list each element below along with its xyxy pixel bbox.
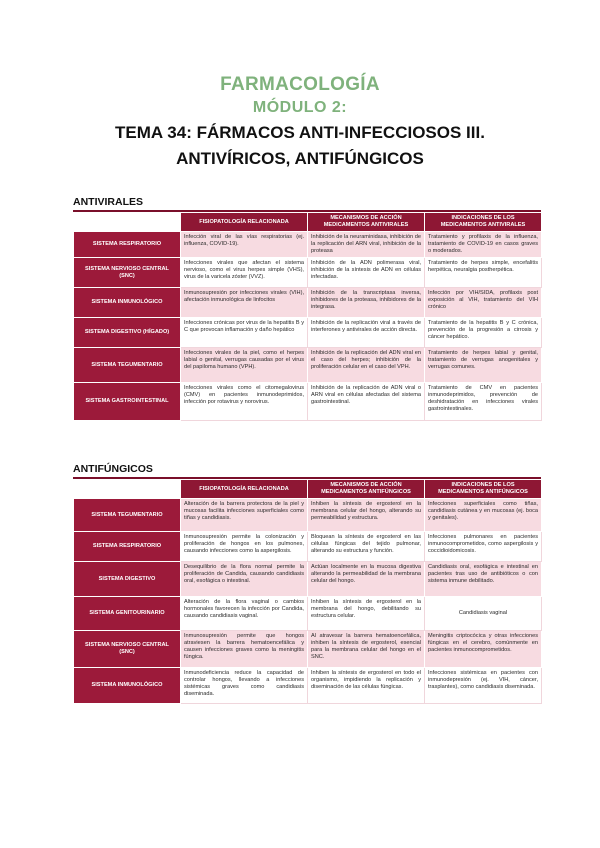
indicaciones-cell: Candidiasis oral, esofágica e intestinal en pacientes tras uso de antibióticos o con sistema inmune debilitado.	[425, 562, 542, 597]
indicaciones-cell: Tratamiento de CMV en pacientes inmunodeprimidos, prevención de deshidratación en infecciones virales gastrointestinales.	[425, 383, 542, 421]
system-cell: SISTEMA DIGESTIVO (HÍGADO)	[74, 318, 181, 348]
table-row	[74, 532, 542, 562]
table-header-row	[74, 480, 542, 499]
mecanismo-cell: Inhibición de la ADN polimerasa viral, inhibición de la síntesis de ADN en células infectadas.	[308, 258, 425, 288]
table-row	[74, 318, 542, 348]
table-row	[74, 597, 542, 631]
table-row	[74, 499, 542, 532]
system-cell: SISTEMA TEGUMENTARIO	[74, 499, 181, 532]
indicaciones-cell: Infecciones sistémicas en pacientes con inmunodepresión (ej. VIH, cáncer, trasplantes), como candidiasis diseminada.	[425, 668, 542, 704]
indicaciones-cell: Candidiasis vaginal	[425, 597, 542, 631]
fisiopatologia-cell: Alteración de la barrera protectora de la piel y mucosas facilita infecciones superficiales como tiñas y candidiasis.	[181, 499, 308, 532]
fisiopatologia-cell: Infección viral de las vías respiratorias (ej. influenza, COVID-19).	[181, 232, 308, 258]
antifungicos-table	[73, 479, 542, 704]
topic-title-line2: ANTIVÍRICOS, ANTIFÚNGICOS	[176, 149, 424, 168]
table-header-row	[74, 213, 542, 232]
antifungicos-heading: ANTIFÚNGICOS	[73, 463, 153, 475]
fisiopatologia-cell: Infecciones virales de la piel, como el herpes labial o genital, verrugas causadas por el virus del papiloma humano (VPH).	[181, 348, 308, 383]
fisiopatologia-cell: Inmunosupresión permite que hongos atraviesen la barrera hematoencefálica y causen infecciones graves como la meningitis fúngica.	[181, 631, 308, 668]
table-row	[74, 288, 542, 318]
mecanismo-cell: Inhiben la síntesis de ergosterol en todo el organismo, impidiendo la replicación y diseminación de las células fúngicas.	[308, 668, 425, 704]
mecanismo-cell: Bloquean la síntesis de ergosterol en las células fúngicas del tejido pulmonar, alterando su estructura y función.	[308, 532, 425, 562]
mecanismo-cell: Actúan localmente en la mucosa digestiva alterando la permeabilidad de la membrana celular del hongo.	[308, 562, 425, 597]
mecanismo-cell: Inhibición de la replicación de ADN viral o ARN viral en células afectadas del sistema gastrointestinal.	[308, 383, 425, 421]
table-row	[74, 562, 542, 597]
indicaciones-cell: Infecciones superficiales como tiñas, candidiasis cutánea y en mucosas (ej. boca y genitales).	[425, 499, 542, 532]
table-row	[74, 348, 542, 383]
antivirales-table	[73, 212, 542, 421]
fisiopatologia-cell: Inmunosupresión por infecciones virales (VIH), afectación inmunológica de linfocitos	[181, 288, 308, 318]
mecanismo-cell: Al atravesar la barrera hematoencefálica, inhiben la síntesis de ergosterol, esencial para la membrana celular del hongo en el SNC.	[308, 631, 425, 668]
system-cell: SISTEMA DIGESTIVO	[74, 562, 181, 597]
indicaciones-cell: Infecciones pulmonares en pacientes inmunocomprometidos, como aspergilosis y coccidioidomicosis.	[425, 532, 542, 562]
header-fisiopatologia: FISIOPATOLOGÍA RELACIONADA	[181, 213, 308, 232]
header-cell-blank	[74, 213, 181, 232]
indicaciones-cell: Tratamiento de la hepatitis B y C crónica, prevención de la progresión a cirrosis y cáncer hepático.	[425, 318, 542, 348]
system-cell: SISTEMA RESPIRATORIO	[74, 232, 181, 258]
mecanismo-cell: Inhibición de la transcriptasa inversa, inhibidores de la proteasa, inhibidores de la integrasa.	[308, 288, 425, 318]
topic-title-line1: TEMA 34: FÁRMACOS ANTI-INFECCIOSOS III.	[115, 123, 485, 142]
mecanismo-cell: Inhibición de la replicación viral a través de interferones y antivirales de acción directa.	[308, 318, 425, 348]
header-mecanismos: MECANISMOS DE ACCIÓN MEDICAMENTOS ANTIFÚNGICOS	[308, 480, 425, 499]
mecanismo-cell: Inhiben la síntesis de ergosterol en la membrana del hongo, debilitando su estructura celular.	[308, 597, 425, 631]
subject-title: FARMACOLOGÍA	[220, 74, 380, 95]
mecanismo-cell: Inhibición de la replicación del ADN viral en el caso del herpes; inhibición de la proliferación celular en el caso del VPH.	[308, 348, 425, 383]
indicaciones-cell: Meningitis criptocócica y otras infecciones fúngicas en el cerebro, comúnmente en pacientes inmunocomprometidos.	[425, 631, 542, 668]
fisiopatologia-cell: Alteración de la flora vaginal o cambios hormonales favorecen la infección por Candida, causando candidiasis vaginal.	[181, 597, 308, 631]
indicaciones-cell: Infección por VIH/SIDA, profilaxis post exposición al VIH, tratamiento del VIH crónico	[425, 288, 542, 318]
fisiopatologia-cell: Inmunodeficiencia reduce la capacidad de controlar hongos, llevando a infecciones sistémicas graves como candidiasis diseminada.	[181, 668, 308, 704]
system-cell: SISTEMA GASTROINTESTINAL	[74, 383, 181, 421]
system-cell: SISTEMA NERVIOSO CENTRAL (SNC)	[74, 258, 181, 288]
header-indicaciones: INDICACIONES DE LOS MEDICAMENTOS ANTIFÚNGICOS	[425, 480, 542, 499]
mecanismo-cell: Inhibición de la neuraminidasa, inhibición de la replicación del ARN viral, inhibición de la proteasa	[308, 232, 425, 258]
antivirales-heading: ANTIVIRALES	[73, 196, 144, 208]
table-row	[74, 383, 542, 421]
indicaciones-cell: Tratamiento de herpes simple, encefalitis herpética, neuralgia postherpética.	[425, 258, 542, 288]
system-cell: SISTEMA GENITOURINARIO	[74, 597, 181, 631]
fisiopatologia-cell: Infecciones virales como el citomegalovirus (CMV) en pacientes inmunodeprimidos, infección por rotavirus y norovirus.	[181, 383, 308, 421]
header-fisiopatologia: FISIOPATOLOGÍA RELACIONADA	[181, 480, 308, 499]
fisiopatologia-cell: Infecciones crónicas por virus de la hepatitis B y C que provocan inflamación y daño hepático	[181, 318, 308, 348]
system-cell: SISTEMA TEGUMENTARIO	[74, 348, 181, 383]
system-cell: SISTEMA NERVIOSO CENTRAL (SNC)	[74, 631, 181, 668]
indicaciones-cell: Tratamiento de herpes labial y genital, tratamiento de verrugas anogenitales y verrugas comunes.	[425, 348, 542, 383]
module-title: MÓDULO 2:	[252, 99, 348, 116]
system-cell: SISTEMA INMUNOLÓGICO	[74, 668, 181, 704]
table-row	[74, 668, 542, 704]
header-mecanismos: MECANISMOS DE ACCIÓN MEDICAMENTOS ANTIVIRALES	[308, 213, 425, 232]
fisiopatologia-cell: Desequilibrio de la flora normal permite la proliferación de Candida, causando candidiasis oral, esofágica o intestinal.	[181, 562, 308, 597]
table-row	[74, 631, 542, 668]
system-cell: SISTEMA RESPIRATORIO	[74, 532, 181, 562]
header-cell-blank	[74, 480, 181, 499]
fisiopatologia-cell: Infecciones virales que afectan el sistema nervioso, como el virus herpes simple (VHS), virus de la varicela zóster (VVZ).	[181, 258, 308, 288]
header-indicaciones: INDICACIONES DE LOS MEDICAMENTOS ANTIVIRALES	[425, 213, 542, 232]
mecanismo-cell: Inhiben la síntesis de ergosterol en la membrana celular del hongo, alterando su permeabilidad y estructura.	[308, 499, 425, 532]
system-cell: SISTEMA INMUNOLÓGICO	[74, 288, 181, 318]
indicaciones-cell: Tratamiento y profilaxis de la influenza, tratamiento de COVID-19 en casos graves o moderados.	[425, 232, 542, 258]
table-row	[74, 232, 542, 258]
table-row	[74, 258, 542, 288]
fisiopatologia-cell: Inmunosupresión permite la colonización y proliferación de hongos en los pulmones, causando infecciones como la aspergilosis.	[181, 532, 308, 562]
